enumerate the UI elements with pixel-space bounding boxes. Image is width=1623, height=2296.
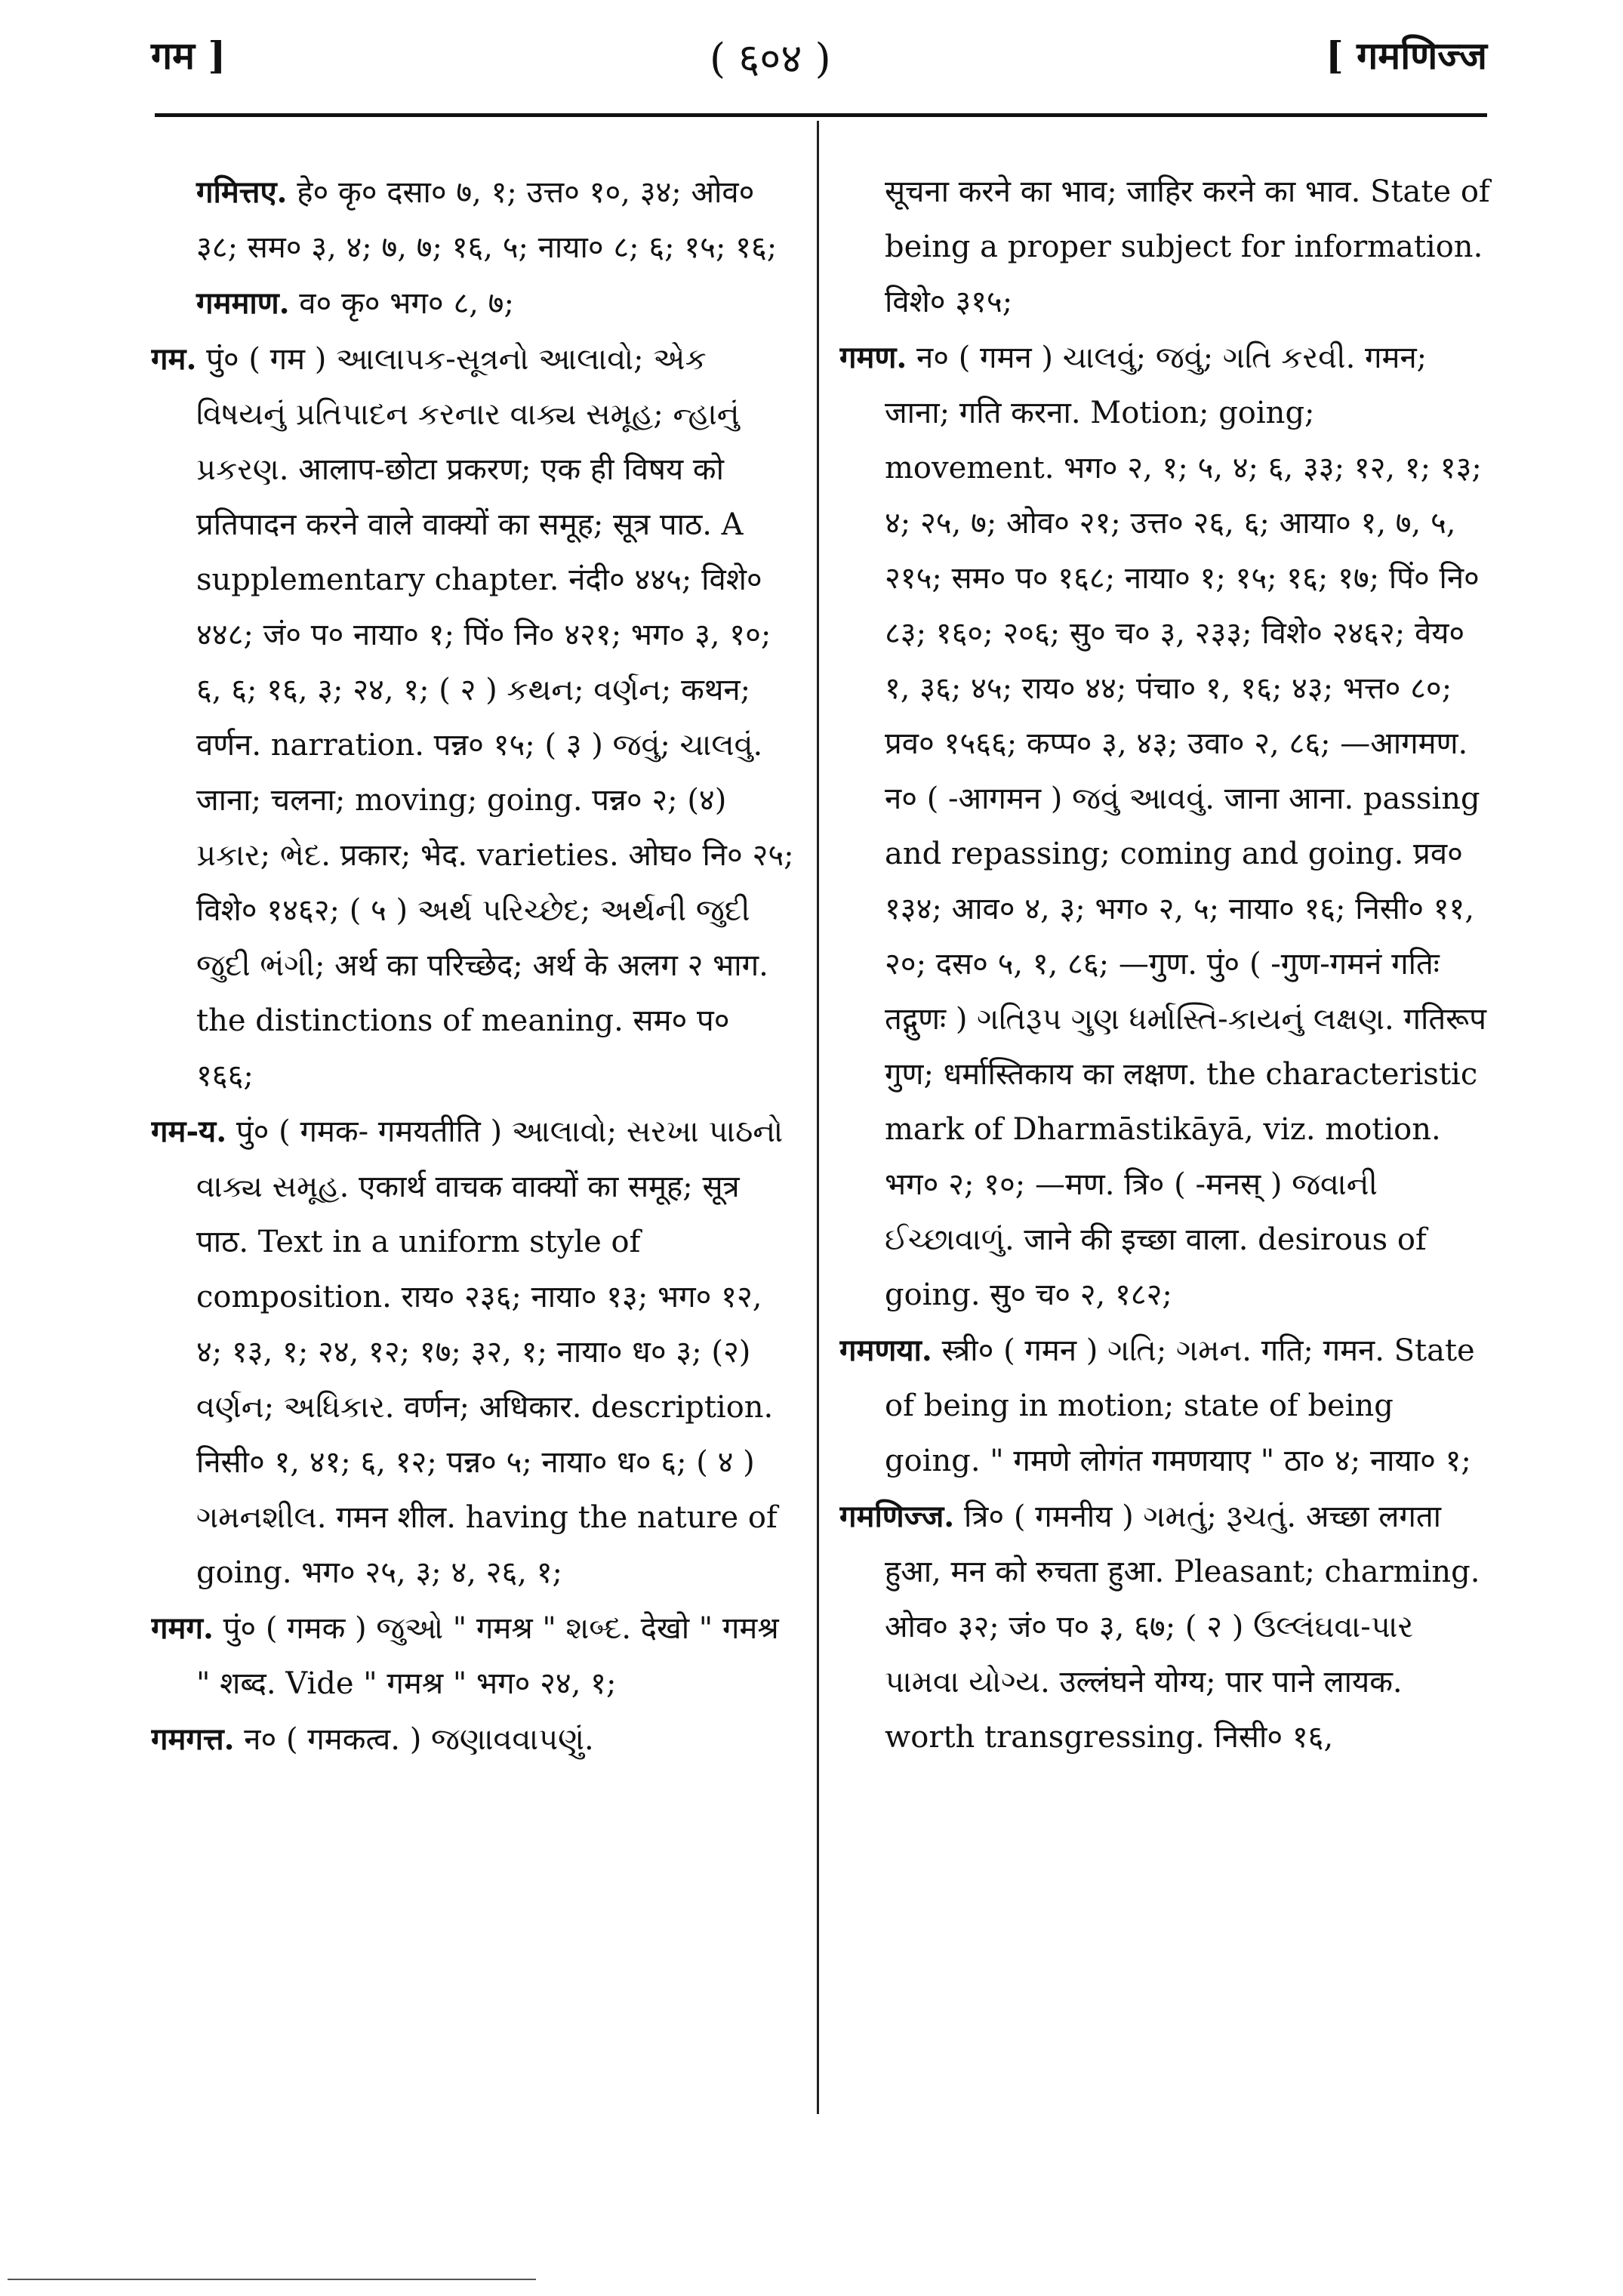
entry-body: स्त्री० ( गमन ) ગતિ; ગમન. गति; गमन. State of being in motion; state of being going. " गमणे लोगंत गमणयाए " ठा० ४; नाया० १; — [885, 1333, 1475, 1478]
entry-body: पुं० ( गमक- गमयतीति ) આલાવો; સરખા પાઠનો વાક્ય સમૂહ. एकार्थ वाचक वाक्यों का समूह; सूत्र पाठ. Text in a uniform style of composition. राय० २३६; नाया० १३; भग० १२, ४; १३, १; २४, १२; १७; ३२, १; नाया० ध० ३; (२) વર્ણન; અધિકાર. वर्णन; अधिकार. description. निसी० १, ४१; ६, १२; पन्न० ५; नाया० ध० ६; ( ४ ) ગમનશીલ. गमन शील. having the nature of going. भग० २५, ३; ४, २६, १; — [196, 1114, 784, 1590]
entry-body: त्रि० ( गमनीय ) ગમતું; રૂચતું. अच्छा लगता हुआ, मन को रुचता हुआ. Pleasant; charming. ओव० ३२; जं० प० ३, ६७; ( २ ) ઉલ્લંઘવા-પાર પામવા યોગ્ય. उल्लंघने योग्य; पार पाने लायक. worth transgressing. निसी० १६, — [885, 1499, 1480, 1755]
dictionary-entry — [839, 1323, 1492, 1489]
dictionary-entry — [151, 1104, 796, 1601]
dictionary-entry — [151, 1601, 796, 1712]
entry-body: व० कृ० भग० ८, ७; — [299, 286, 514, 321]
entry-headword: गम. — [151, 341, 197, 377]
entry-headword: गमण. — [839, 340, 907, 375]
header-rule — [155, 113, 1487, 117]
entry-body: न० ( गमन ) ચાલવું; જવું; ગતિ કરવી. गमन; जाना; गति करना. Motion; going; movement. भग० २, १; ५, ४; ६, ३३; १२, १; १३; ४; २५, ७; ओव० २१; उत्त० २६, ६; आया० १, ७, ५, २१५; सम० प० १६८; नाया० १; १५; १६; १७; पिं० नि० ८३; १६०; २०६; सु० च० ३, २३३; विशे० २४६२; वेय० १, ३६; ४५; राय० ४४; पंचा० १, १६; ४३; भत्त० ८०; प्रव० १५६६; कप्प० ३, ४३; उवा० २, ८६; —आगमण. न० ( -आगमन ) જવું આવવું. जाना आना. passing and repassing; coming and going. प्रव० १३४; आव० ४, ३; भग० २, ५; नाया० १६; निसी० ११, २०; दस० ५, १, ८६; —गुण. पुं० ( -गुण-गमनं गतिः तद्गुणः ) ગતિરૂપ ગુણ ધર્માસ્તિ-કાયનું લક્ષણ. गतिरूप गुण; धर्मास्तिकाय का लक्षण. the characteristic mark of Dharmāstikāyā, viz. motion. भग० २; १०; —मण. त्रि० ( -मनस् ) જવાની ઈચ્છાવાળું. जाने की इच्छा वाला. desirous of going. सु० च० २, १८२; — [885, 341, 1486, 1312]
entry-headword: गम-य. — [151, 1114, 227, 1149]
dictionary-entry — [151, 165, 796, 276]
dictionary-entry — [151, 1712, 796, 1767]
entry-headword: गमग. — [151, 1610, 214, 1646]
footer-rule — [8, 2279, 536, 2280]
entry-body: पुं० ( गमक ) જુઓ " गमश्र " શબ્દ. देखो " गमश्र " शब्द. Vide " गमश्र " भग० २४, १; — [196, 1611, 779, 1701]
dictionary-entry — [839, 1489, 1492, 1765]
entry-headword: गमगत्त. — [151, 1721, 235, 1757]
left-column — [151, 165, 796, 2218]
dictionary-entry — [151, 276, 796, 331]
entry-headword: गमणया. — [839, 1333, 932, 1368]
running-head-right: [ गमणिज्ज — [1326, 33, 1487, 78]
dictionary-entry — [151, 331, 796, 1104]
entry-headword: गमित्तए. — [196, 174, 288, 210]
page-header — [0, 21, 1623, 112]
entry-headword: गमणिज्ज. — [839, 1499, 955, 1534]
dictionary-entry — [839, 330, 1492, 1323]
column-divider — [817, 121, 819, 2114]
dictionary-entry — [839, 165, 1492, 330]
entry-body: पुं० ( गम ) આલાપક-સૂત્રનો આલાવો; એક વિષયનું પ્રતિપાદન કરનાર વાક્ય સમૂહ; ન્હાનું પ્રકરણ. आलाप-छोटा प्रकरण; एक ही विषय को प्रतिपादन करने वाले वाक्यों का समूह; सूत्र पाठ. A supplementary chapter. नंदी० ४४५; विशे० ४४८; जं० प० नाया० १; पिं० नि० ४२१; भग० ३, १०; ६, ६; १६, ३; २४, १; ( २ ) કથન; વર્ણન; कथन; वर्णन. narration. पन्न० १५; ( ३ ) જવું; ચાલવું. जाना; चलना; moving; going. पन्न० २; (४) પ્રકાર; ભેદ. प्रकार; भेद. varieties. ओघ० नि० २५; विशे० १४६२; ( ५ ) અર્થ પરિચ્છેદ; અર્થની જુદી જુદી ભંગી; अर्थ का परिच्छेद; अर्थ के अलग २ भाग. the distinctions of meaning. सम० प० १६६; — [196, 342, 794, 1093]
entry-body: न० ( गमकत्व. ) જણાવવાપણું. — [244, 1722, 594, 1757]
entry-headword: गममाण. — [196, 285, 290, 321]
page-number: ( ६०४ ) — [710, 35, 831, 82]
entry-body: हे० कृ० दसा० ७, १; उत्त० १०, ३४; ओव० ३८; सम० ३, ४; ७, ७; १६, ५; नाया० ८; ६; १५; १६; — [196, 175, 778, 265]
entry-body: सूचना करने का भाव; जाहिर करने का भाव. State of being a proper subject for information. विशे० ३१५; — [885, 174, 1490, 319]
right-column — [839, 165, 1492, 2218]
running-head-left: गम ] — [151, 33, 226, 78]
